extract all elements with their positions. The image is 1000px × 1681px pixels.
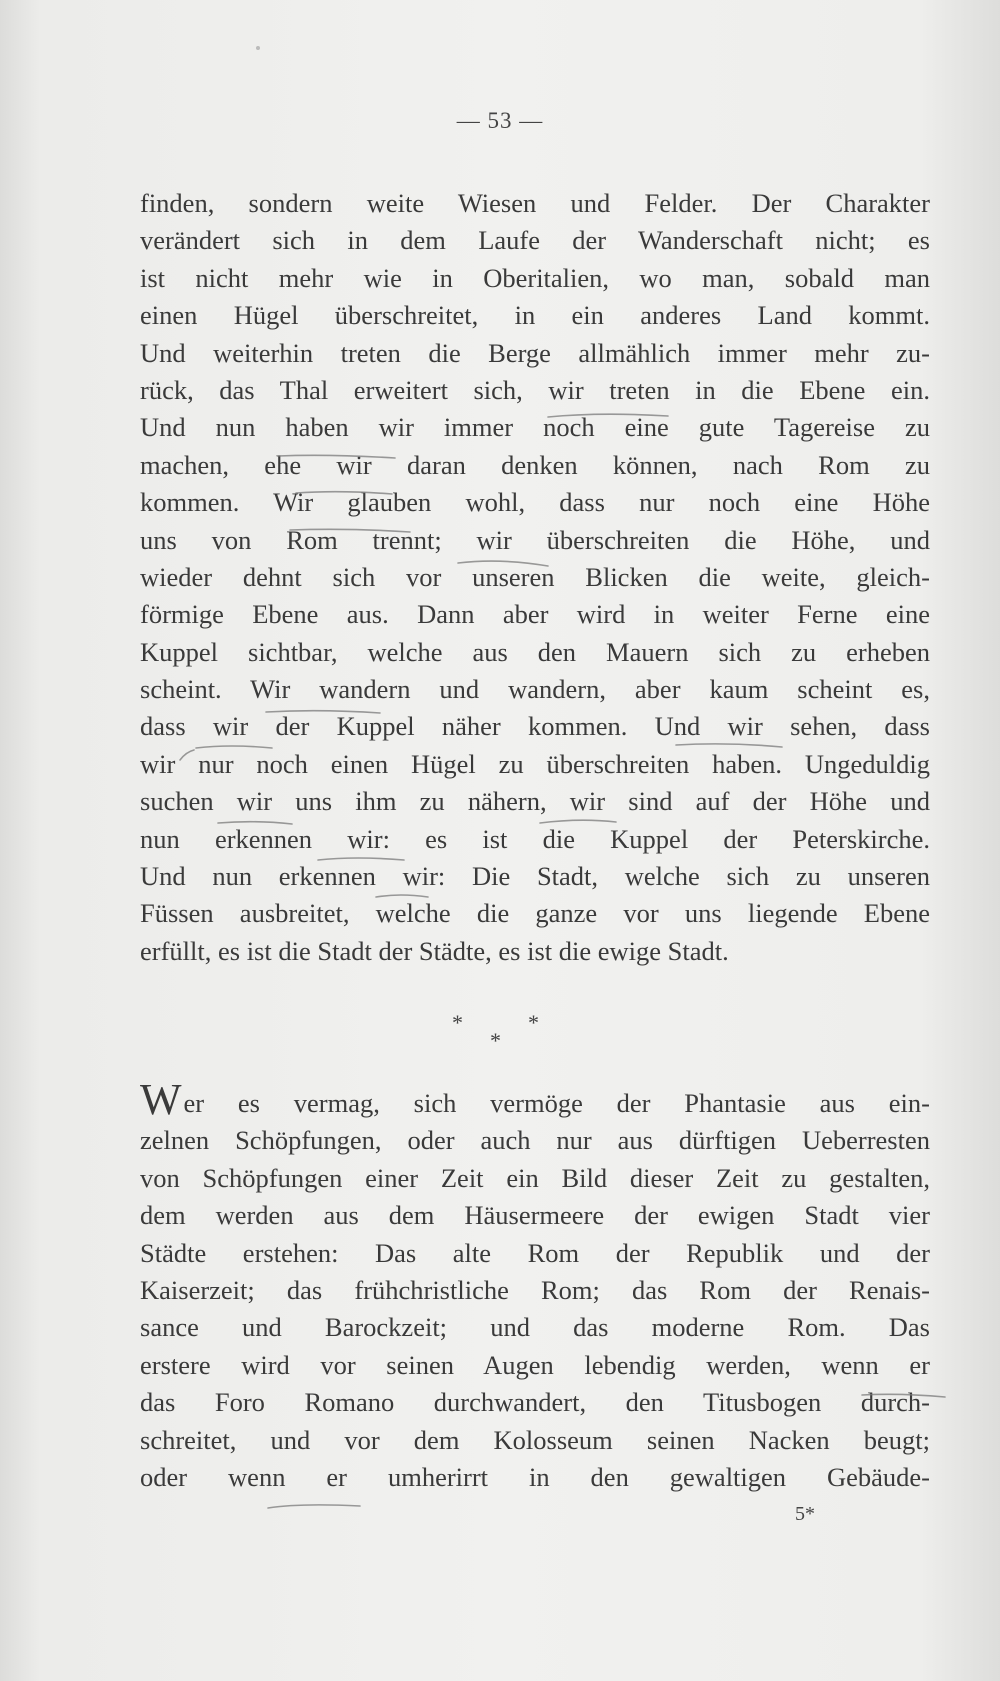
text-line: Und weiterhin treten die Berge allmählich immer mehr zu- bbox=[140, 337, 930, 368]
paragraph-1 bbox=[140, 185, 930, 970]
section-separator bbox=[440, 1010, 600, 1060]
drop-cap: W bbox=[140, 1075, 182, 1124]
text-line: finden, sondern weite Wiesen und Felder. Der Charakter bbox=[140, 188, 930, 218]
text-line: wir nur noch einen Hügel zu überschreiten haben. Ungeduldig bbox=[140, 748, 930, 779]
asterisk: * bbox=[528, 1010, 539, 1035]
text-line: wieder dehnt sich vor unseren Blicken die weite, gleich- bbox=[140, 561, 930, 592]
text-line: oder wenn er umherirrt in den gewaltigen Gebäude- bbox=[140, 1461, 930, 1492]
text-line: von Schöpfungen einer Zeit ein Bild dieser Zeit zu gestalten, bbox=[140, 1162, 930, 1193]
text-line: einen Hügel überschreitet, in ein anderes Land kommt. bbox=[140, 300, 930, 331]
text-line: förmige Ebene aus. Dann aber wird in weiter Ferne eine bbox=[140, 599, 930, 630]
paragraph-2 bbox=[140, 1075, 930, 1496]
text-line: Kuppel sichtbar, welche aus den Mauern sich zu erheben bbox=[140, 636, 930, 667]
text-line: scheint. Wir wandern und wandern, aber kaum scheint es, bbox=[140, 674, 930, 705]
text-line: ist nicht mehr wie in Oberitalien, wo man, sobald man bbox=[140, 262, 930, 293]
text-line: Kaiserzeit; das frühchristliche Rom; das Rom der Renais- bbox=[140, 1274, 930, 1305]
text-line: erstere wird vor seinen Augen lebendig werden, wenn er bbox=[140, 1349, 930, 1380]
page-number: — 53 — bbox=[456, 108, 544, 133]
text-line: rück, das Thal erweitert sich, wir treten in die Ebene ein. bbox=[140, 374, 930, 405]
text-line: erfüllt, es ist die Stadt der Städte, es ist die ewige Stadt. bbox=[140, 935, 729, 966]
text-line: schreitet, und vor dem Kolosseum seinen Nacken beugt; bbox=[140, 1424, 930, 1455]
text-line: suchen wir uns ihm zu nähern, wir sind auf der Höhe und bbox=[140, 786, 930, 817]
asterisk: * bbox=[490, 1028, 501, 1053]
text-line: dass wir der Kuppel näher kommen. Und wir sehen, dass bbox=[140, 711, 930, 742]
text-line: nun erkennen wir: es ist die Kuppel der Peterskirche. bbox=[140, 823, 930, 854]
text-line: sance und Barockzeit; und das moderne Rom. Das bbox=[140, 1312, 930, 1343]
text-line: das Foro Romano durchwandert, den Titusbogen durch- bbox=[140, 1387, 930, 1418]
text-line-rest: er es vermag, sich vermöge der Phantasie aus ein- bbox=[183, 1088, 930, 1118]
text-line: Städte erstehen: Das alte Rom der Republik und der bbox=[140, 1237, 930, 1268]
text-line-first bbox=[140, 1075, 930, 1124]
pencil-underline bbox=[268, 1505, 360, 1508]
text-line: kommen. Wir glauben wohl, dass nur noch eine Höhe bbox=[140, 487, 930, 518]
text-line: verändert sich in dem Laufe der Wanderschaft nicht; es bbox=[140, 225, 930, 256]
text-line: uns von Rom trennt; wir überschreiten die Höhe, und bbox=[140, 524, 930, 555]
paper-speck bbox=[256, 46, 260, 50]
text-line: Und nun erkennen wir: Die Stadt, welche sich zu unseren bbox=[140, 861, 930, 892]
signature-mark: 5* bbox=[795, 1503, 815, 1525]
text-line: dem werden aus dem Häusermeere der ewigen Stadt vier bbox=[140, 1200, 930, 1231]
text-line: Und nun haben wir immer noch eine gute Tagereise zu bbox=[140, 412, 930, 443]
asterisk: * bbox=[452, 1010, 463, 1035]
text-line: zelnen Schöpfungen, oder auch nur aus dürftigen Ueberresten bbox=[140, 1125, 930, 1156]
text-line: Füssen ausbreitet, welche die ganze vor uns liegende Ebene bbox=[140, 898, 930, 929]
text-line: machen, ehe wir daran denken können, nach Rom zu bbox=[140, 449, 930, 480]
